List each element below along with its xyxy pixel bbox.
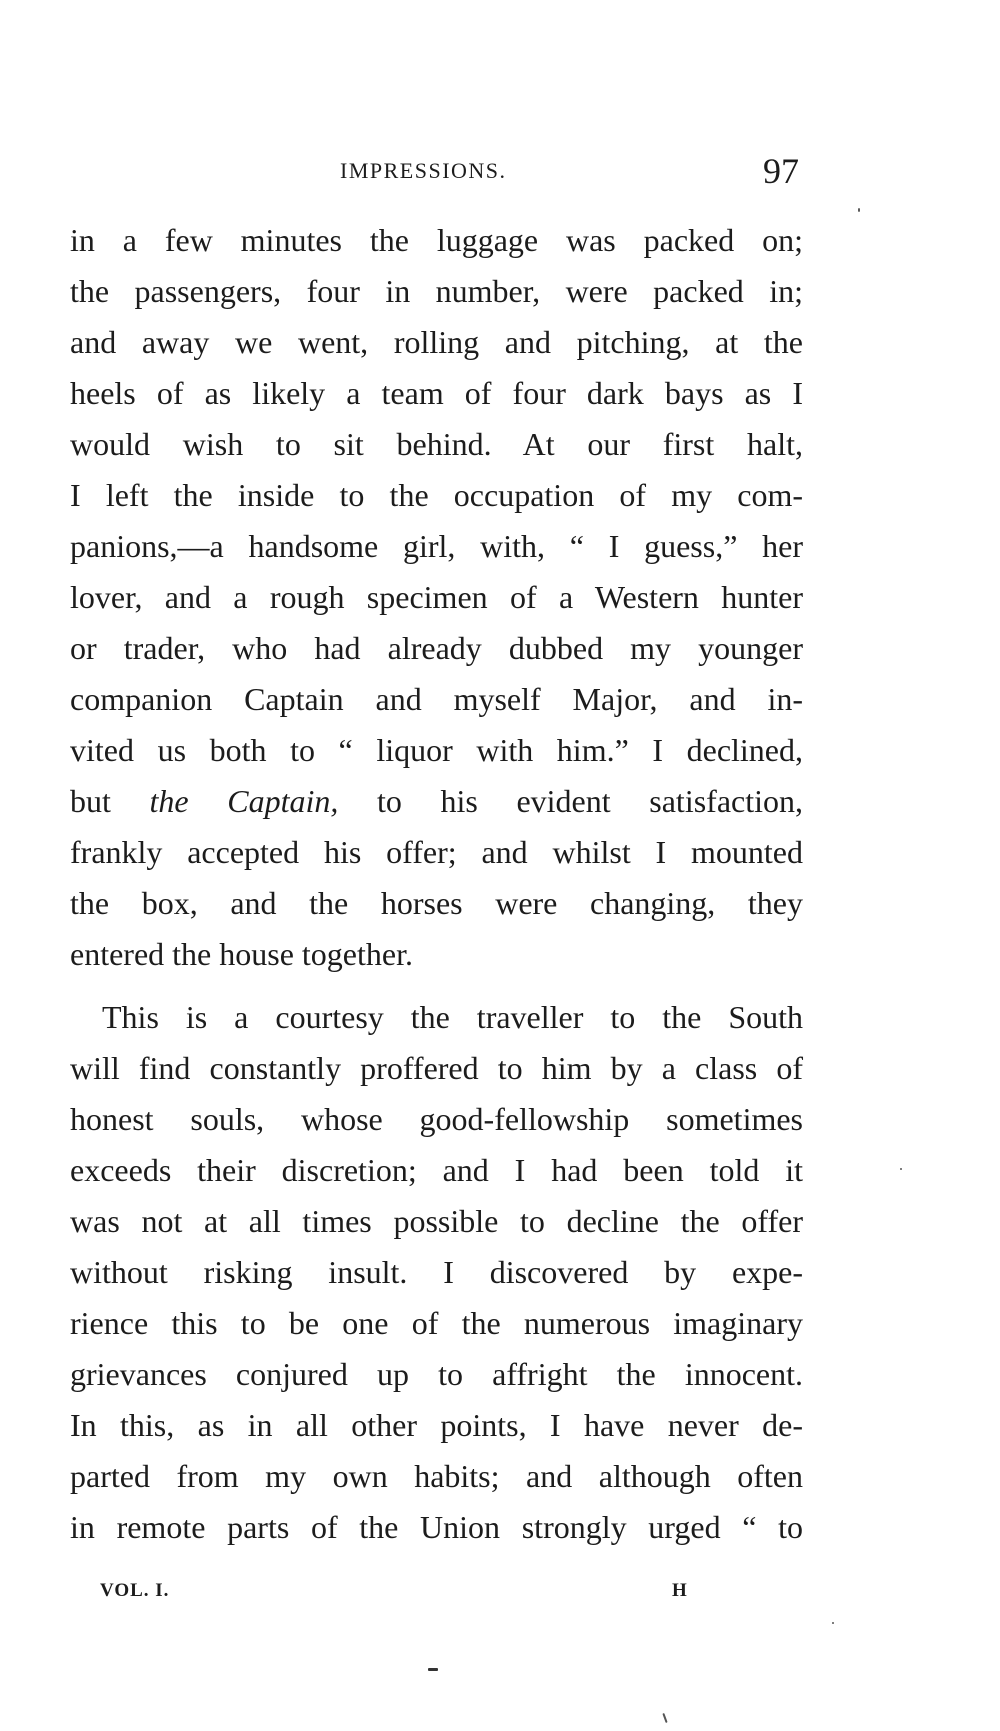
- text-line: companion Captain and myself Major, and in-: [70, 681, 803, 717]
- text-body: [70, 215, 803, 1553]
- text-fragment: to his evident satisfaction,: [376, 783, 804, 819]
- text-line: parted from my own habits; and although often: [70, 1458, 803, 1494]
- text-line: or trader, who had already dubbed my younger: [70, 630, 803, 666]
- volume-mark: VOL. I.: [100, 1580, 170, 1601]
- running-title: IMPRESSIONS.: [340, 158, 507, 183]
- text-line: the box, and the horses were changing, they: [70, 885, 803, 921]
- italic-phrase: the Captain,: [149, 783, 339, 819]
- paragraph-2: [70, 992, 803, 1553]
- text-line: This is a courtesy the traveller to the South: [102, 999, 803, 1035]
- running-head: [0, 150, 1000, 190]
- scan-speck: [428, 1668, 438, 1671]
- text-line: frankly accepted his offer; and whilst I mounted: [70, 834, 803, 870]
- text-line: and away we went, rolling and pitching, at the: [70, 324, 803, 360]
- signature-mark: H: [672, 1580, 687, 1601]
- text-line: will find constantly proffered to him by a class of: [70, 1050, 803, 1086]
- text-line: lover, and a rough specimen of a Western hunter: [70, 579, 803, 615]
- text-line: I left the inside to the occupation of my com-: [70, 477, 803, 513]
- page-number: 97: [763, 151, 799, 191]
- text-line: exceeds their discretion; and I had been told it: [70, 1152, 803, 1188]
- text-line: in remote parts of the Union strongly urged “ to: [70, 1509, 803, 1545]
- text-line: grievances conjured up to affright the innocent.: [70, 1356, 803, 1392]
- text-line: In this, as in all other points, I have never de-: [70, 1407, 803, 1443]
- text-line: entered the house together.: [70, 936, 413, 972]
- text-line: rience this to be one of the numerous imaginary: [70, 1305, 803, 1341]
- text-fragment: but: [70, 783, 111, 819]
- scan-speck: [858, 208, 860, 212]
- page-footer: [0, 1580, 1000, 1610]
- scan-speck: [832, 1622, 834, 1624]
- scan-speck: [900, 1168, 902, 1170]
- text-line-with-italic: [70, 776, 803, 827]
- text-line: would wish to sit behind. At our first halt,: [70, 426, 803, 462]
- text-line: honest souls, whose good-fellowship sometimes: [70, 1101, 803, 1137]
- text-line: in a few minutes the luggage was packed on;: [70, 222, 803, 258]
- text-line: heels of as likely a team of four dark bays as I: [70, 375, 803, 411]
- text-line: vited us both to “ liquor with him.” I declined,: [70, 732, 803, 768]
- text-line: the passengers, four in number, were packed in;: [70, 273, 803, 309]
- text-line: was not at all times possible to decline the offer: [70, 1203, 803, 1239]
- text-line: without risking insult. I discovered by expe-: [70, 1254, 803, 1290]
- scan-speck: [662, 1713, 667, 1723]
- paragraph-1: [70, 215, 803, 980]
- text-line: panions,—a handsome girl, with, “ I guess,” her: [70, 528, 803, 564]
